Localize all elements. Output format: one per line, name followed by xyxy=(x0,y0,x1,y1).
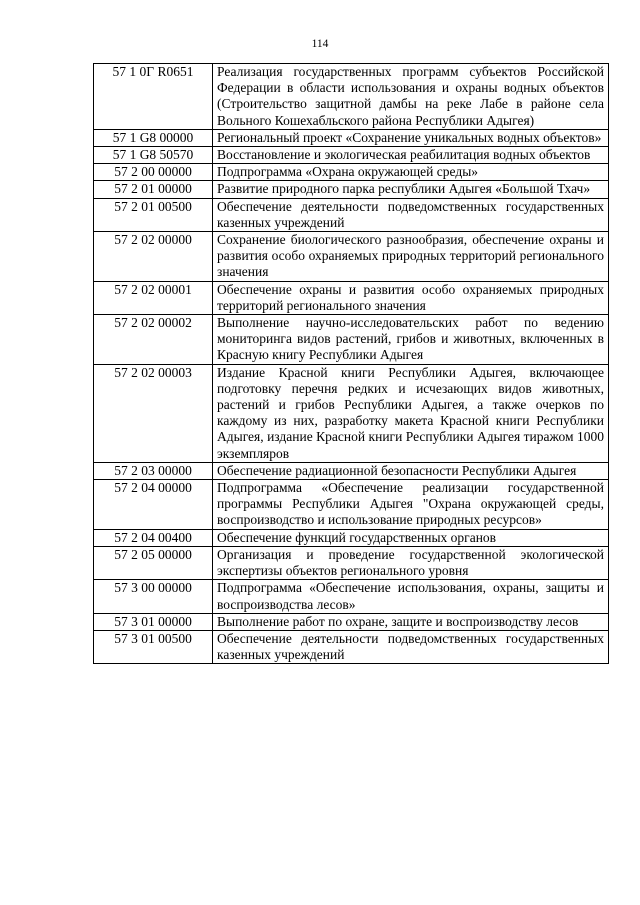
expenditure-name: Обеспечение охраны и развития особо охраняемых природных территорий регионального значения xyxy=(213,281,609,314)
expenditure-name: Обеспечение деятельности подведомственных государственных казенных учреждений xyxy=(213,198,609,231)
budget-classification-table xyxy=(93,63,609,664)
classification-code: 57 2 04 00400 xyxy=(94,529,213,546)
expenditure-name: Развитие природного парка республики Адыгея «Большой Тхач» xyxy=(213,181,609,198)
classification-code: 57 3 01 00500 xyxy=(94,630,213,663)
table-row xyxy=(94,462,609,479)
expenditure-name: Выполнение работ по охране, защите и воспроизводству лесов xyxy=(213,613,609,630)
table-row xyxy=(94,546,609,579)
expenditure-name: Реализация государственных программ субъектов Российской Федерации в области использования и охраны водных объектов (Строительство защитной дамбы на реке Лабе в районе села Вольного Кошехабльского района Республики Адыгея) xyxy=(213,64,609,130)
classification-code: 57 2 01 00500 xyxy=(94,198,213,231)
classification-code: 57 2 00 00000 xyxy=(94,164,213,181)
table-row xyxy=(94,364,609,462)
expenditure-name: Обеспечение функций государственных органов xyxy=(213,529,609,546)
classification-code: 57 2 05 00000 xyxy=(94,546,213,579)
expenditure-name: Издание Красной книги Республики Адыгея, включающее подготовку перечня редких и исчезающих видов животных, растений и грибов Республики Адыгея, а также очерков по каждому из них, разработку макета Красной книги Республики Адыгея, издание Красной книги Республики Адыгея тиражом 1000 экземпляров xyxy=(213,364,609,462)
expenditure-name: Сохранение биологического разнообразия, обеспечение охраны и развития особо охраняемых природных территорий регионального значения xyxy=(213,232,609,282)
classification-code: 57 1 0Г R0651 xyxy=(94,64,213,130)
classification-code: 57 2 04 00000 xyxy=(94,480,213,530)
classification-code: 57 2 02 00000 xyxy=(94,232,213,282)
table-row xyxy=(94,198,609,231)
classification-code: 57 2 02 00001 xyxy=(94,281,213,314)
table-row xyxy=(94,281,609,314)
table-row xyxy=(94,529,609,546)
classification-code: 57 1 G8 50570 xyxy=(94,147,213,164)
expenditure-name: Обеспечение радиационной безопасности Республики Адыгея xyxy=(213,462,609,479)
expenditure-name: Подпрограмма «Охрана окружающей среды» xyxy=(213,164,609,181)
classification-code: 57 2 02 00002 xyxy=(94,315,213,365)
classification-code: 57 2 02 00003 xyxy=(94,364,213,462)
table-row xyxy=(94,129,609,146)
table-row xyxy=(94,630,609,663)
expenditure-name: Организация и проведение государственной экологической экспертизы объектов регионального уровня xyxy=(213,546,609,579)
table-row xyxy=(94,147,609,164)
page-number: 114 xyxy=(311,38,329,50)
table-row xyxy=(94,315,609,365)
expenditure-name: Восстановление и экологическая реабилитация водных объектов xyxy=(213,147,609,164)
table-row xyxy=(94,580,609,613)
table-row xyxy=(94,480,609,530)
expenditure-name: Региональный проект «Сохранение уникальных водных объектов» xyxy=(213,129,609,146)
table-row xyxy=(94,613,609,630)
classification-code: 57 1 G8 00000 xyxy=(94,129,213,146)
classification-code: 57 3 01 00000 xyxy=(94,613,213,630)
classification-code: 57 2 01 00000 xyxy=(94,181,213,198)
classification-code: 57 2 03 00000 xyxy=(94,462,213,479)
expenditure-name: Подпрограмма «Обеспечение использования, охраны, защиты и воспроизводства лесов» xyxy=(213,580,609,613)
table-row xyxy=(94,232,609,282)
classification-code: 57 3 00 00000 xyxy=(94,580,213,613)
table-row xyxy=(94,64,609,130)
expenditure-name: Обеспечение деятельности подведомственных государственных казенных учреждений xyxy=(213,630,609,663)
table-row xyxy=(94,181,609,198)
table-row xyxy=(94,164,609,181)
expenditure-name: Подпрограмма «Обеспечение реализации государственной программы Республики Адыгея "Охрана окружающей среды, воспроизводство и использование природных ресурсов» xyxy=(213,480,609,530)
expenditure-name: Выполнение научно-исследовательских работ по ведению мониторинга видов растений, грибов и животных, включенных в Красную книгу Республики Адыгея xyxy=(213,315,609,365)
